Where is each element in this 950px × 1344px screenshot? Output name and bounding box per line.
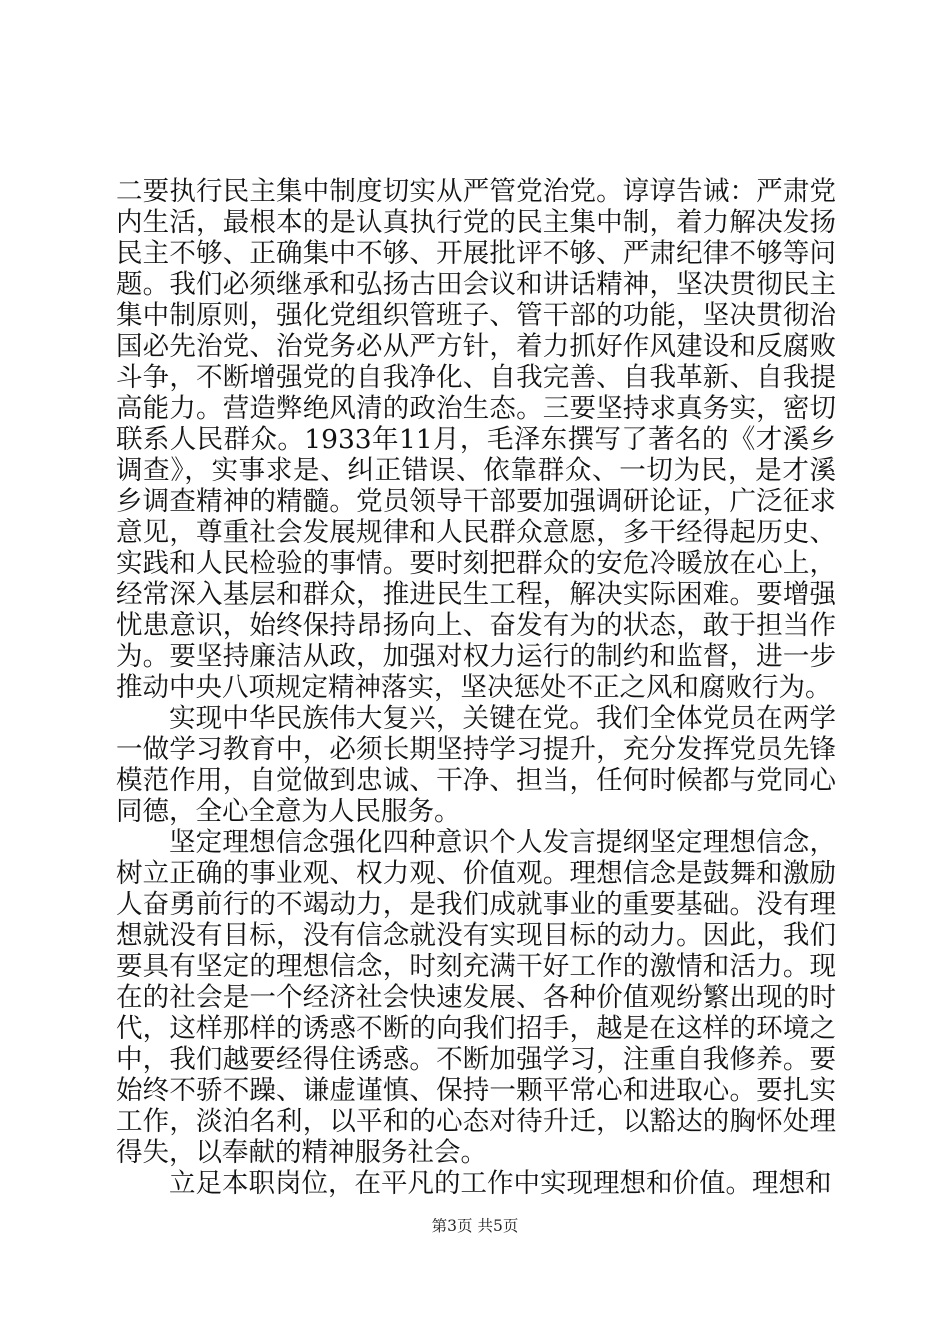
paragraph: 坚定理想信念强化四种意识个人发言提纲坚定理想信念，树立正确的事业观、权力观、价值观。理想信念是鼓舞和激励人奋勇前行的不竭动力，是我们成就事业的重要基础。没有理想就没有目标，没有信念就没有实现目标的动力。因此，我们要具有坚定的理想信念，时刻充满干好工作的激情和活力。现在的社会是一个经济社会快速发展、各种价值观纷繁出现的时代，这样那样的诱惑不断的向我们招手，越是在这样的环境之中，我们越要经得住诱惑。不断加强学习，注重自我修养。要始终不骄不躁、谦虚谨慎、保持一颗平常心和进取心。要扎实工作，淡泊名利，以平和的心态对待升迁，以豁达的胸怀处理得失，以奉献的精神服务社会。: [116, 827, 836, 1168]
page-number-footer: 第3页 共5页: [431, 1217, 519, 1235]
paragraph: 二要执行民主集中制度切实从严管党治党。谆谆告诫：严肃党内生活，最根本的是认真执行党的民主集中制，着力解决发扬民主不够、正确集中不够、开展批评不够、严肃纪律不够等问题。我们必须继承和弘扬古田会议和讲话精神，坚决贯彻民主集中制原则，强化党组织管班子、管干部的功能，坚决贯彻治国必先治党、治党务必从严方针，着力抓好作风建设和反腐败斗争，不断增强党的自我净化、自我完善、自我革新、自我提高能力。营造弊绝风清的政治生态。三要坚持求真务实，密切联系人民群众。1933年11月，毛泽东撰写了著名的《才溪乡调查》，实事求是、纠正错误、依靠群众、一切为民，是才溪乡调查精神的精髓。党员领导干部要加强调研论证，广泛征求意见，尊重社会发展规律和人民群众意愿，多干经得起历史、实践和人民检验的事情。要时刻把群众的安危冷暖放在心上，经常深入基层和群众，推进民生工程，解决实际困难。要增强忧患意识，始终保持昂扬向上、奋发有为的状态，敢于担当作为。要坚持廉洁从政，加强对权力运行的制约和监督，进一步推动中央八项规定精神落实，坚决惩处不正之风和腐败行为。: [116, 176, 836, 703]
paragraph: 实现中华民族伟大复兴，关键在党。我们全体党员在两学一做学习教育中，必须长期坚持学习提升，充分发挥党员先锋模范作用，自觉做到忠诚、干净、担当，任何时候都与党同心同德，全心全意为人民服务。: [116, 703, 836, 827]
document-body: [116, 176, 836, 1199]
paragraph: 立足本职岗位，在平凡的工作中实现理想和价值。理想和: [169, 1168, 832, 1199]
